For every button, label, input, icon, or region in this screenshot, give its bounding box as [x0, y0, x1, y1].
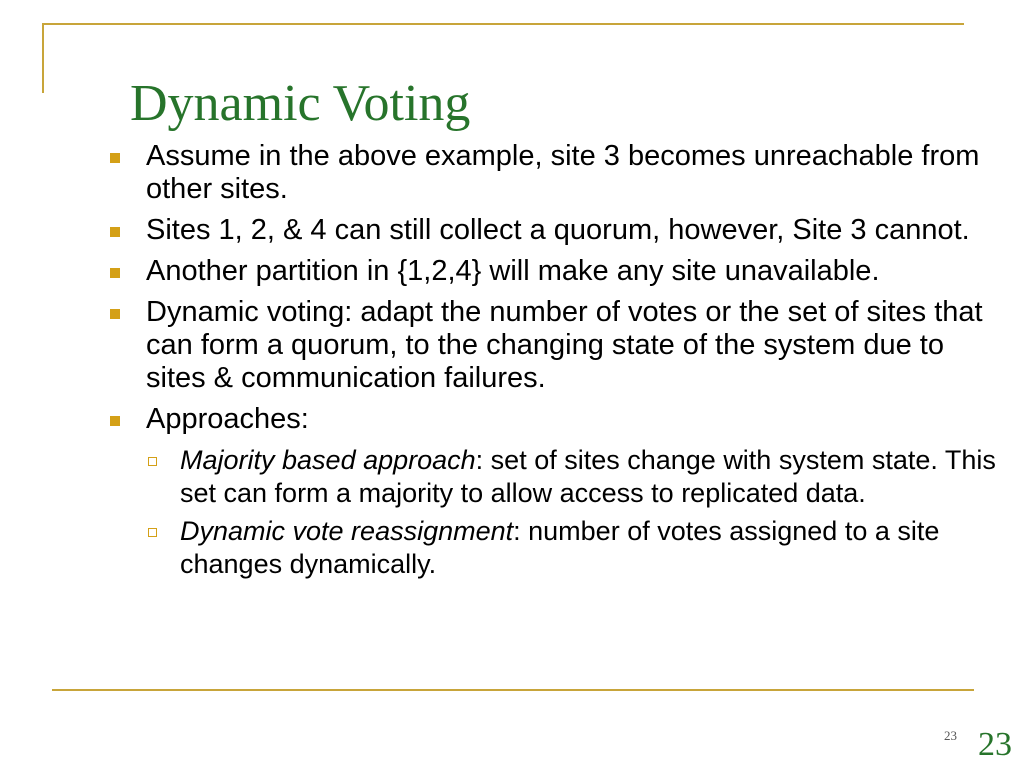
bullet-text: Dynamic voting: adapt the number of votes or the set of sites that can form a quorum, to the changing state of the system due to sites & communication failures. [146, 296, 983, 394]
slide-content [100, 140, 1000, 586]
hollow-square-bullet-icon [148, 457, 157, 466]
sub-bullet-item [100, 444, 1000, 510]
frame-top-line [42, 23, 964, 25]
square-bullet-icon [110, 227, 120, 237]
frame-bottom-line [52, 689, 974, 691]
hollow-square-bullet-icon [148, 528, 157, 537]
bullet-item [100, 296, 1000, 395]
bullet-text: Sites 1, 2, & 4 can still collect a quorum, however, Site 3 cannot. [146, 214, 970, 246]
page-number-small: 23 [944, 728, 957, 743]
sub-bullet-text: : number of votes assigned to a site changes dynamically. [180, 516, 940, 579]
square-bullet-icon [110, 268, 120, 278]
bullet-item [100, 214, 1000, 247]
square-bullet-icon [110, 416, 120, 426]
sub-bullet-text: : set of sites change with system state. This set can form a majority to allow access to replicated data. [180, 445, 996, 508]
sub-bullet-item [100, 515, 1000, 581]
bullet-text: Approaches: [146, 403, 309, 435]
page-number-large: 23 [978, 726, 1012, 763]
bullet-item [100, 403, 1000, 436]
bullet-item [100, 140, 1000, 206]
bullet-item [100, 255, 1000, 288]
bullet-text: Another partition in {1,2,4} will make any site unavailable. [146, 255, 880, 287]
sub-bullet-term: Dynamic vote reassignment [180, 516, 514, 546]
frame-left-line [42, 23, 44, 93]
square-bullet-icon [110, 153, 120, 163]
sub-bullet-term: Majority based approach [180, 445, 476, 475]
bullet-text: Assume in the above example, site 3 becomes unreachable from other sites. [146, 140, 980, 205]
square-bullet-icon [110, 309, 120, 319]
slide-title: Dynamic Voting [130, 75, 471, 132]
